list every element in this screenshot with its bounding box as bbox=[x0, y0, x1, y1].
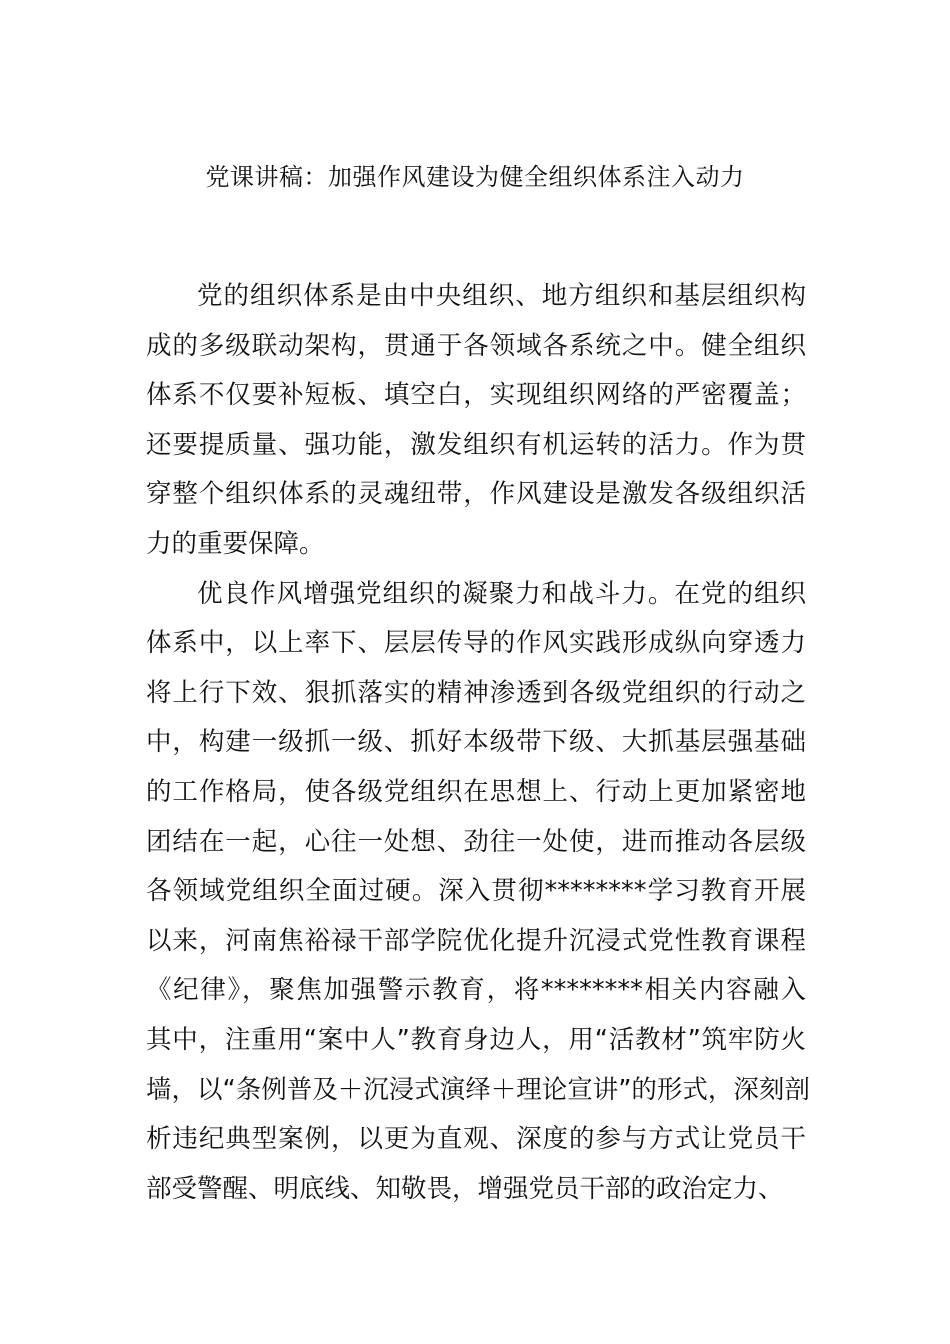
text-line: 中，构建一级抓一级、抓好本级带下级、大抓基层强基础 bbox=[146, 727, 806, 758]
text-line: 党的组织体系是由中央组织、地方组织和基层组织构 bbox=[197, 281, 806, 311]
text-line: 穿整个组织体系的灵魂纽带，作风建设是激发各级组织活 bbox=[146, 479, 806, 510]
text-line: 以来，河南焦裕禄干部学院优化提升沉浸式党性教育课程 bbox=[146, 925, 806, 956]
paragraph-2 bbox=[146, 570, 810, 1215]
text-line: 部受警醒、明底线、知敬畏，增强党员干部的政治定力、 bbox=[146, 1173, 784, 1204]
text-line: 体系中，以上率下、层层传导的作风实践形成纵向穿透力 bbox=[146, 628, 806, 659]
text-line: 还要提质量、强功能，激发组织有机运转的活力。作为贯 bbox=[146, 429, 806, 460]
document-title: 党课讲稿：加强作风建设为健全组织体系注入动力 bbox=[205, 163, 745, 191]
text-line: 力的重要保障。 bbox=[146, 528, 325, 559]
text-line: 析违纪典型案例，以更为直观、深度的参与方式让党员干 bbox=[146, 1124, 806, 1155]
text-line: 《纪律》，聚焦加强警示教育，将********相关内容融入 bbox=[146, 975, 806, 1006]
text-line: 体系不仅要补短板、填空白，实现组织网络的严密覆盖； bbox=[146, 380, 806, 411]
text-line: 其中，注重用“案中人”教育身边人，用“活教材”筑牢防火 bbox=[146, 1024, 806, 1055]
text-line: 的工作格局，使各级党组织在思想上、行动上更加紧密地 bbox=[146, 776, 806, 807]
text-line: 各领域党组织全面过硬。深入贯彻********学习教育开展 bbox=[146, 876, 806, 907]
paragraph-1 bbox=[146, 272, 806, 570]
text-line: 团结在一起，心往一处想、劲往一处使，进而推动各层级 bbox=[146, 826, 806, 857]
document-body bbox=[146, 272, 810, 1214]
text-line: 将上行下效、狠抓落实的精神渗透到各级党组织的行动之 bbox=[146, 677, 806, 708]
text-line: 墙，以“条例普及＋沉浸式演绎＋理论宣讲”的形式，深刻剖 bbox=[146, 1074, 810, 1105]
text-line: 成的多级联动架构，贯通于各领域各系统之中。健全组织 bbox=[146, 330, 806, 361]
text-line: 优良作风增强党组织的凝聚力和战斗力。在党的组织 bbox=[197, 578, 806, 609]
